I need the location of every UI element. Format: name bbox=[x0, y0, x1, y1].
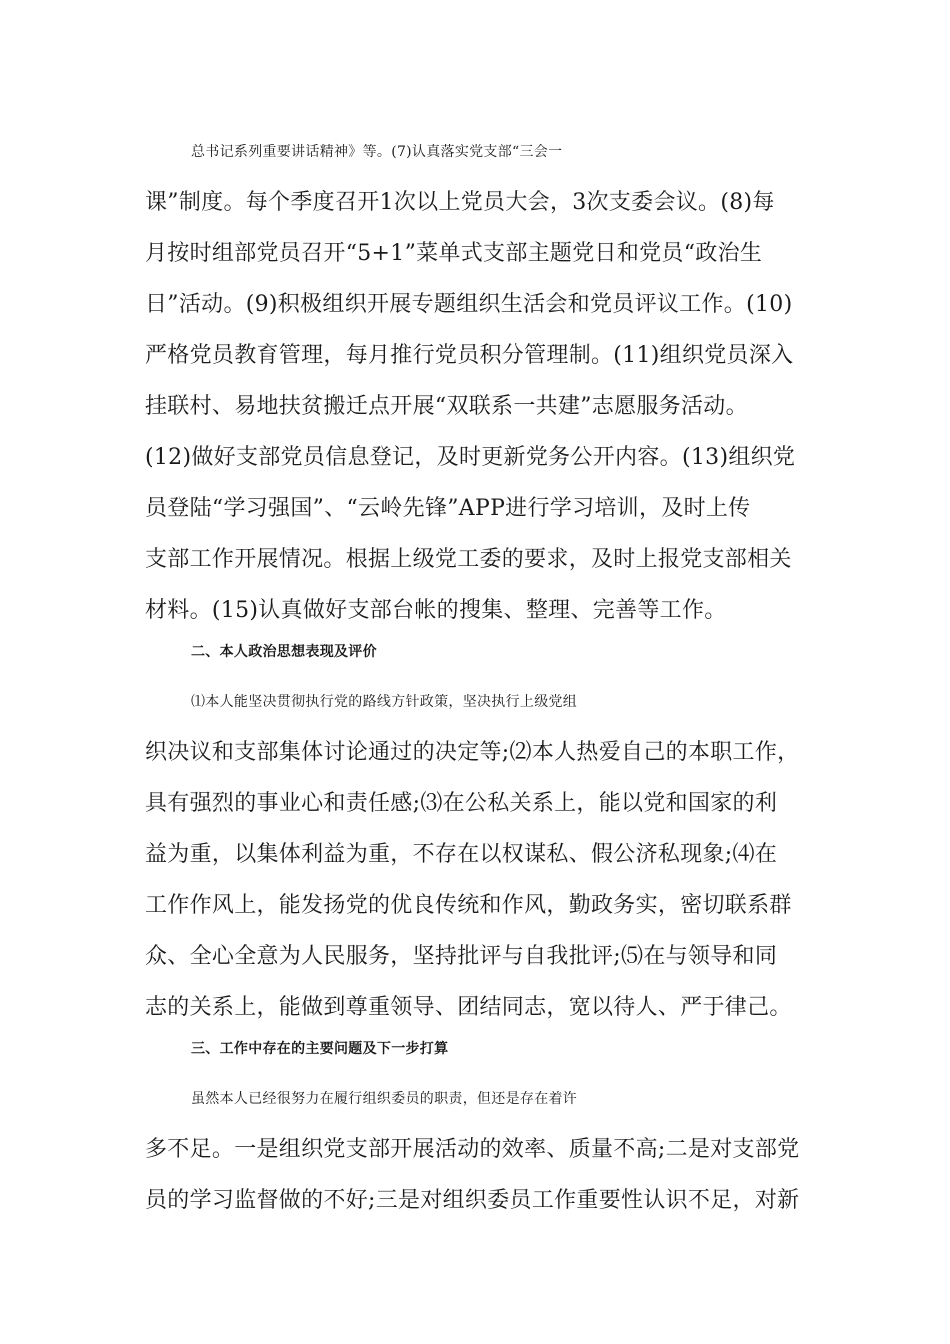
paragraph-line: 志的关系上，能做到尊重领导、团结同志，宽以待人、严于律己。 bbox=[145, 995, 792, 1020]
paragraph-line: (12)做好支部党员信息登记，及时更新党务公开内容。(13)组织党 bbox=[145, 445, 796, 470]
paragraph-line: 员登陆“学习强国”、“云岭先锋”APP进行学习培训，及时上传 bbox=[145, 496, 751, 521]
paragraph-line: 虽然本人已经很努力在履行组织委员的职责，但还是存在着许 bbox=[191, 1091, 578, 1107]
paragraph-line: 日”活动。(9)积极组织开展专题组织生活会和党员评议工作。(10) bbox=[145, 292, 793, 317]
paragraph-line: 员的学习监督做的不好;三是对组织委员工作重要性认识不足，对新 bbox=[145, 1188, 800, 1213]
paragraph-line: 严格党员教育管理，每月推行党员积分管理制。(11)组织党员深入 bbox=[145, 343, 794, 368]
paragraph-line: 具有强烈的事业心和责任感;⑶在公私关系上，能以党和国家的利 bbox=[145, 791, 778, 816]
paragraph-line: 多不足。一是组织党支部开展活动的效率、质量不高;二是对支部党 bbox=[145, 1137, 800, 1162]
paragraph-line: 众、全心全意为人民服务，坚持批评与自我批评;⑸在与领导和同 bbox=[145, 944, 778, 969]
paragraph-line: 课”制度。每个季度召开1次以上党员大会，3次支委会议。(8)每 bbox=[145, 190, 775, 215]
paragraph-line: 织决议和支部集体讨论通过的决定等;⑵本人热爱自己的本职工作， bbox=[145, 740, 800, 765]
paragraph-line: ⑴本人能坚决贯彻执行党的路线方针政策，坚决执行上级党组 bbox=[191, 694, 578, 710]
paragraph-line: 支部工作开展情况。根据上级党工委的要求，及时上报党支部相关 bbox=[145, 547, 792, 572]
paragraph-line: 材料。(15)认真做好支部台帐的搜集、整理、完善等工作。 bbox=[145, 598, 727, 623]
paragraph-line: 益为重，以集体利益为重，不存在以权谋私、假公济私现象;⑷在 bbox=[145, 842, 778, 867]
paragraph-line: 总书记系列重要讲话精神》等。(7)认真落实党支部“三会一 bbox=[191, 144, 563, 160]
section-heading-3: 三、工作中存在的主要问题及下一步打算 bbox=[191, 1041, 449, 1057]
paragraph-line: 工作作风上，能发扬党的优良传统和作风，勤政务实，密切联系群 bbox=[145, 893, 792, 918]
paragraph-line: 月按时组部党员召开“5+1”菜单式支部主题党日和党员“政治生 bbox=[145, 241, 763, 266]
paragraph-line: 挂联村、易地扶贫搬迁点开展“双联系一共建”志愿服务活动。 bbox=[145, 394, 748, 419]
section-heading-2: 二、本人政治思想表现及评价 bbox=[191, 644, 377, 660]
